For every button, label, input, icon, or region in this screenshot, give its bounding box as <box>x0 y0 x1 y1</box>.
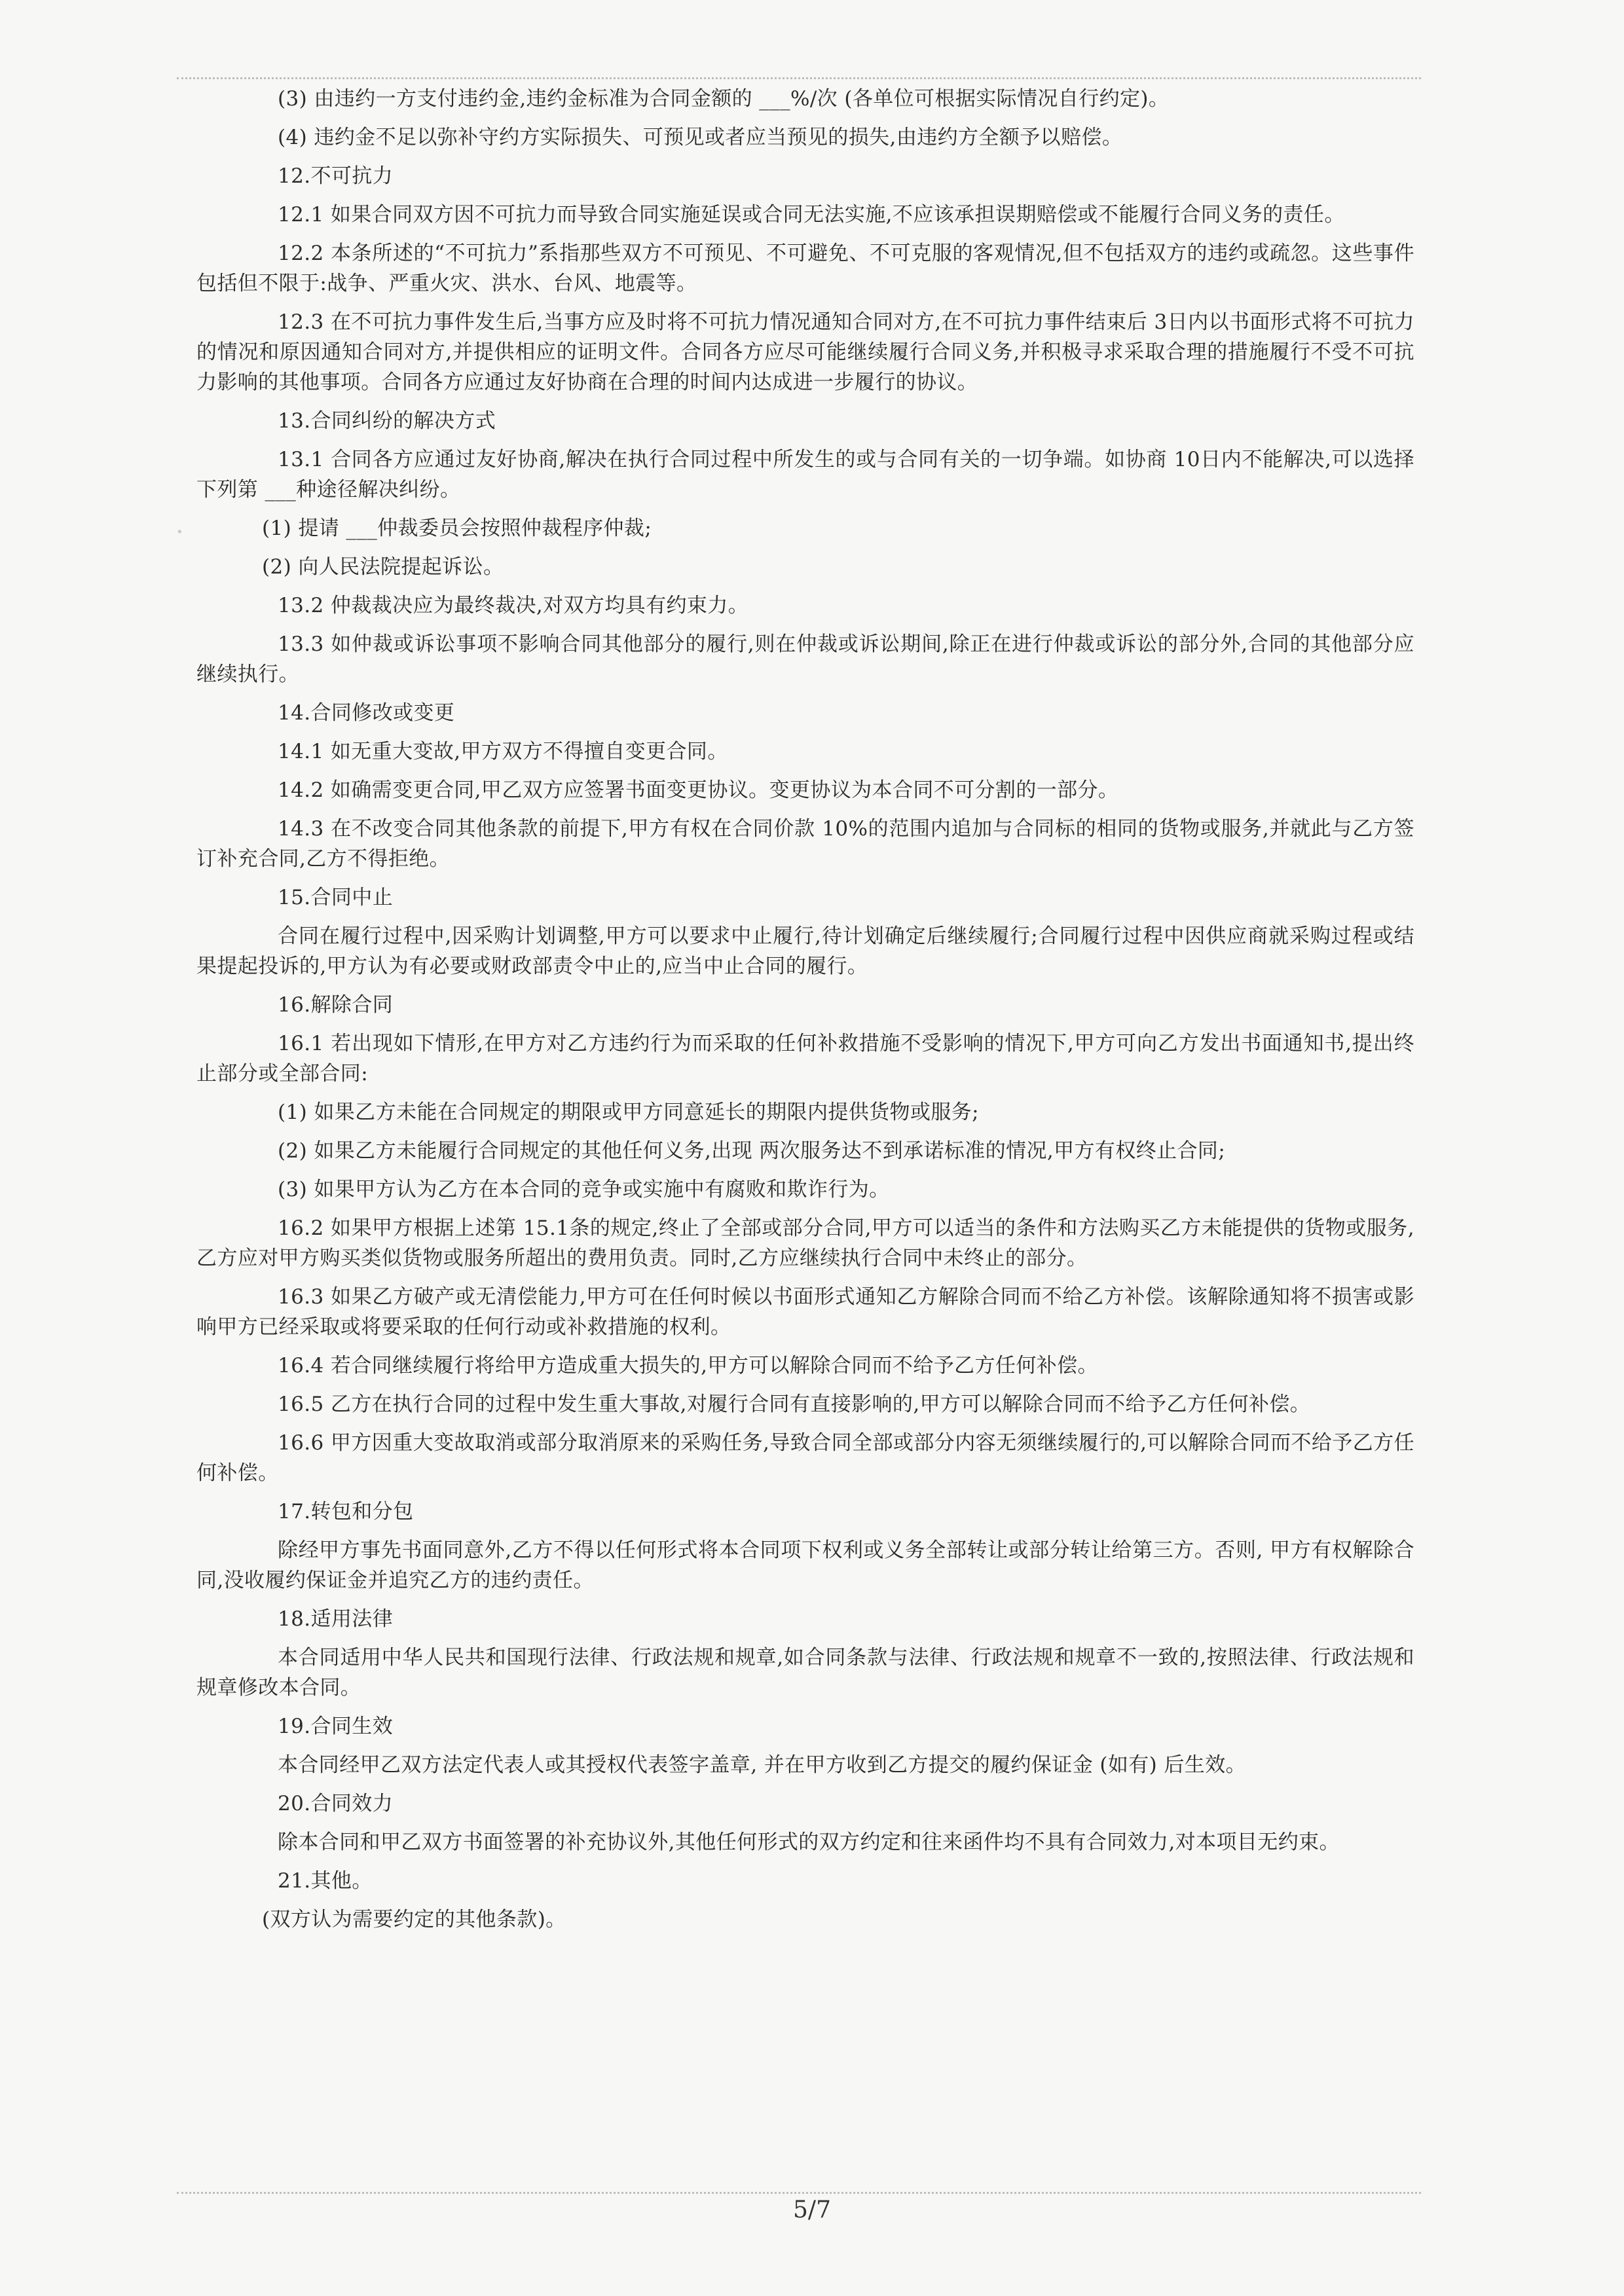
paragraph: 本合同适用中华人民共和国现行法律、行政法规和规章,如合同条款与法律、行政法规和规章不一致的,按照法律、行政法规和规章修改本合同。 <box>196 1646 1414 1700</box>
section-heading: 19.合同生效 <box>278 1715 394 1738</box>
top-divider <box>177 77 1421 79</box>
paragraph: 16.3 如果乙方破产或无清偿能力,甲方可在任何时候以书面形式通知乙方解除合同而不给乙方补偿。该解除通知将不损害或影响甲方已经采取或将要采取的任何行动或补救措施的权利。 <box>196 1285 1414 1339</box>
section-heading: 20.合同效力 <box>278 1792 394 1815</box>
paragraph: (4) 违约金不足以弥补守约方实际损失、可预见或者应当预见的损失,由违约方全额予以赔偿。 <box>278 126 1123 149</box>
paragraph: 除经甲方事先书面同意外,乙方不得以任何形式将本合同项下权利或义务全部转让或部分转让给第三方。否则, 甲方有权解除合同,没收履约保证金并追究乙方的违约责任。 <box>196 1539 1414 1592</box>
paragraph: 13.3 如仲裁或诉讼事项不影响合同其他部分的履行,则在仲裁或诉讼期间,除正在进行仲裁或诉讼的部分外,合同的其他部分应继续执行。 <box>196 632 1414 686</box>
paragraph: 16.5 乙方在执行合同的过程中发生重大事故,对履行合同有直接影响的,甲方可以解除合同而不给予乙方任何补偿。 <box>278 1393 1311 1416</box>
section-heading: 13.合同纠纷的解决方式 <box>278 409 496 433</box>
scan-dot: · <box>175 517 184 547</box>
list-item: (1) 提请 ___仲裁委员会按照仲裁程序仲裁; <box>262 517 652 540</box>
paragraph: 14.1 如无重大变故,甲方双方不得擅自变更合同。 <box>278 740 728 763</box>
paragraph: 14.2 如确需变更合同,甲乙双方应签署书面变更协议。变更协议为本合同不可分割的一部分。 <box>278 778 1119 802</box>
paragraph: 12.3 在不可抗力事件发生后,当事方应及时将不可抗力情况通知合同对方,在不可抗力事件结束后 3日内以书面形式将不可抗力的情况和原因通知合同对方,并提供相应的证明文件。合同各方应尽可能继续履行合同义务,并积极寻求采取合理的措施履行不受不可抗力影响的其他事项。合同各方应通过友好协商在合理的时间内达成进一步履行的协议。 <box>196 310 1414 394</box>
list-item: (3) 如果甲方认为乙方在本合同的竞争或实施中有腐败和欺诈行为。 <box>278 1178 890 1201</box>
paragraph: 16.2 如果甲方根据上述第 15.1条的规定,终止了全部或部分合同,甲方可以适当的条件和方法购买乙方未能提供的货物或服务,乙方应对甲方购买类似货物或服务所超出的费用负责。同时,乙方应继续执行合同中未终止的部分。 <box>196 1216 1414 1270</box>
paragraph: 本合同经甲乙双方法定代表人或其授权代表签字盖章, 并在甲方收到乙方提交的履约保证金 (如有) 后生效。 <box>278 1753 1246 1777</box>
page-number: 5/7 <box>793 2196 831 2223</box>
paragraph: 除本合同和甲乙双方书面签署的补充协议外,其他任何形式的双方约定和往来函件均不具有合同效力,对本项目无约束。 <box>278 1831 1340 1854</box>
paragraph: 12.2 本条所述的“不可抗力”系指那些双方不可预见、不可避免、不可克服的客观情况,但不包括双方的违约或疏忽。这些事件包括但不限于:战争、严重火灾、洪水、台风、地震等。 <box>196 242 1414 295</box>
paragraph: 16.1 若出现如下情形,在甲方对乙方违约行为而采取的任何补救措施不受影响的情况下,甲方可向乙方发出书面通知书,提出终止部分或全部合同: <box>196 1032 1414 1085</box>
paragraph: 14.3 在不改变合同其他条款的前提下,甲方有权在合同价款 10%的范围内追加与合同标的相同的货物或服务,并就此与乙方签订补充合同,乙方不得拒绝。 <box>196 817 1414 871</box>
paragraph: 13.2 仲裁裁决应为最终裁决,对双方均具有约束力。 <box>278 594 749 617</box>
bottom-divider <box>177 2192 1421 2194</box>
list-item: (2) 向人民法院提起诉讼。 <box>262 555 504 579</box>
paragraph: 合同在履行过程中,因采购计划调整,甲方可以要求中止履行,待计划确定后继续履行;合同履行过程中因供应商就采购过程或结果提起投诉的,甲方认为有必要或财政部责令中止的,应当中止合同的履行。 <box>196 924 1414 978</box>
paragraph: 13.1 合同各方应通过友好协商,解决在执行合同过程中所发生的或与合同有关的一切争端。如协商 10日内不能解决,可以选择下列第 ___种途径解决纠纷。 <box>196 448 1414 501</box>
section-heading: 17.转包和分包 <box>278 1500 414 1523</box>
document-body <box>196 84 1414 1935</box>
paragraph: 12.1 如果合同双方因不可抗力而导致合同实施延误或合同无法实施,不应该承担误期赔偿或不能履行合同义务的责任。 <box>278 203 1345 227</box>
section-heading: 12.不可抗力 <box>278 164 394 188</box>
paragraph: 16.4 若合同继续履行将给甲方造成重大损失的,甲方可以解除合同而不给予乙方任何补偿。 <box>278 1354 1098 1377</box>
list-item: (1) 如果乙方未能在合同规定的期限或甲方同意延长的期限内提供货物或服务; <box>278 1101 980 1124</box>
paragraph: 16.6 甲方因重大变故取消或部分取消原来的采购任务,导致合同全部或部分内容无须继续履行的,可以解除合同而不给予乙方任何补偿。 <box>196 1431 1414 1485</box>
paragraph: (双方认为需要约定的其他条款)。 <box>262 1908 566 1931</box>
section-heading: 18.适用法律 <box>278 1607 394 1631</box>
list-item: (2) 如果乙方未能履行合同规定的其他任何义务,出现 两次服务达不到承诺标准的情况,甲方有权终止合同; <box>278 1139 1226 1163</box>
section-heading: 14.合同修改或变更 <box>278 701 455 725</box>
paragraph: (3) 由违约一方支付违约金,违约金标准为合同金额的 ___%/次 (各单位可根据实际情况自行约定)。 <box>278 87 1170 111</box>
section-heading: 15.合同中止 <box>278 886 394 909</box>
section-heading: 16.解除合同 <box>278 993 394 1017</box>
section-heading: 21.其他。 <box>278 1869 373 1893</box>
